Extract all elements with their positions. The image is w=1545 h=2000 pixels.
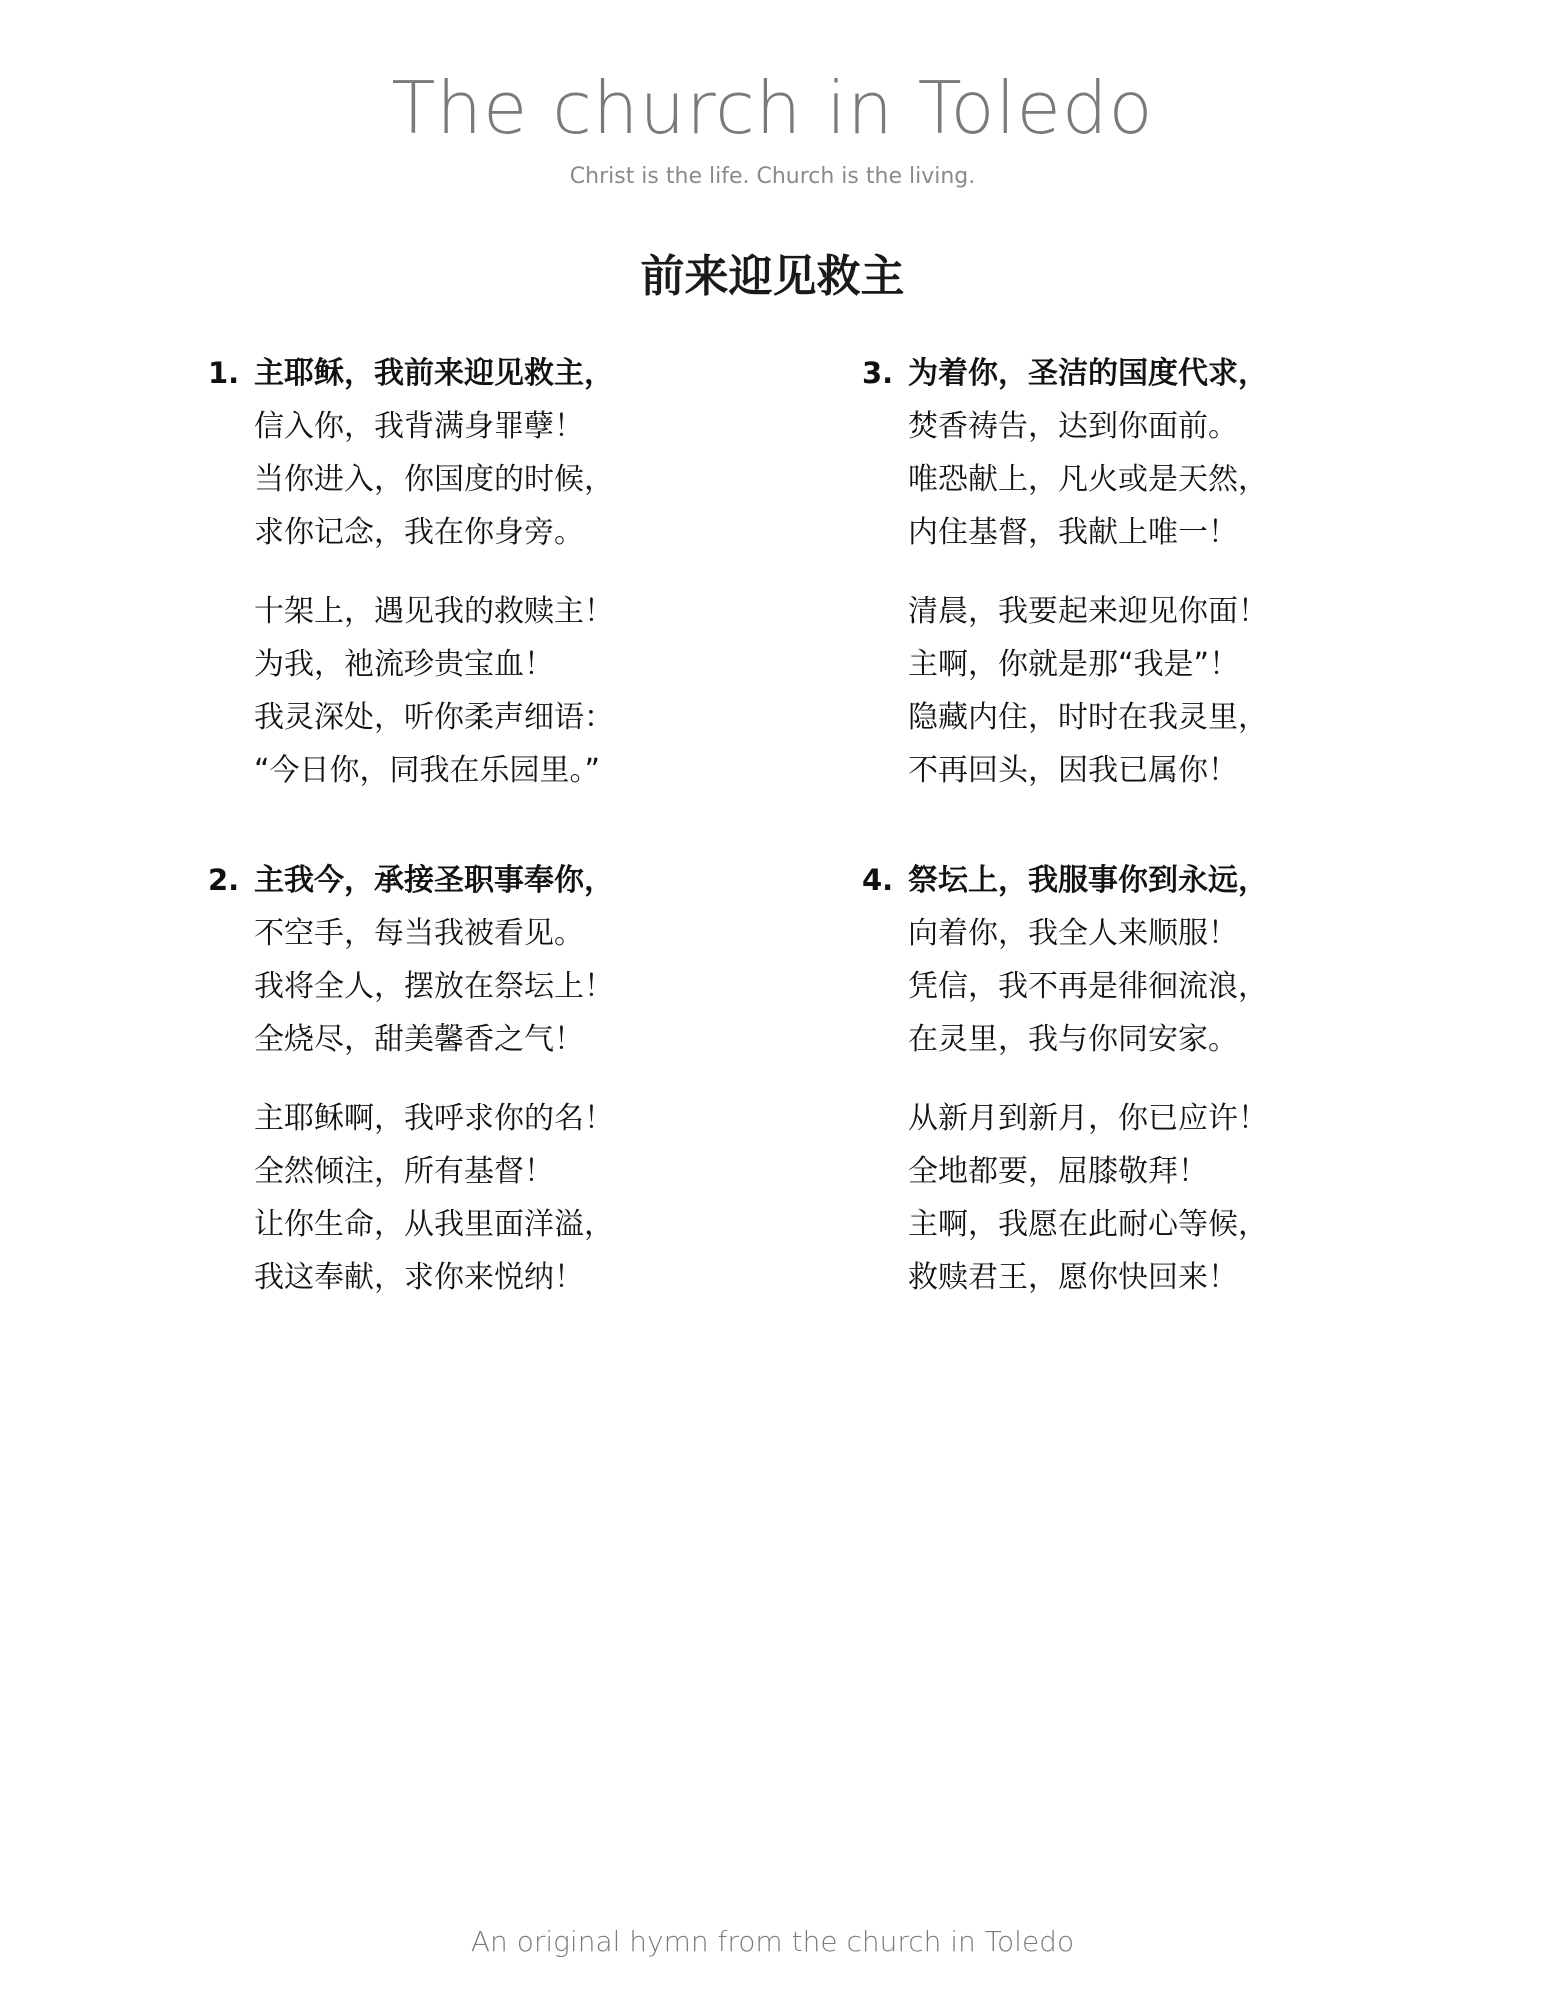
verse-line: 求你记念，我在你身旁。 xyxy=(254,515,584,550)
verse-line: 唯恐献上，凡火或是天然， xyxy=(908,462,1268,497)
verse-line: 主耶稣，我前来迎见救主， xyxy=(254,356,614,391)
chorus-line: 为我，祂流珍贵宝血！ xyxy=(254,647,554,682)
stanza-lines xyxy=(254,854,774,1304)
stanza-number: 1. xyxy=(208,356,240,390)
verse-line: 主我今，承接圣职事奉你， xyxy=(254,863,614,898)
chorus-line: 十架上，遇见我的救赎主！ xyxy=(254,594,614,629)
verse-line: 我将全人，摆放在祭坛上！ xyxy=(254,969,614,1004)
stanza-3 xyxy=(862,347,1422,807)
verse-line: 为着你，圣洁的国度代求， xyxy=(908,356,1268,391)
chorus-line: 从新月到新月，你已应许！ xyxy=(908,1101,1268,1136)
stanza-1 xyxy=(208,347,768,807)
verse-line: 凭信，我不再是徘徊流浪， xyxy=(908,969,1268,1004)
verse-line: 祭坛上，我服事你到永远， xyxy=(908,863,1268,898)
chorus-line: 不再回头，因我已属你！ xyxy=(908,753,1238,788)
chorus-line: 清晨，我要起来迎见你面！ xyxy=(908,594,1268,629)
chorus-line: 我灵深处，听你柔声细语： xyxy=(254,700,614,735)
footer-text: An original hymn from the church in Toledo xyxy=(470,1925,1075,1958)
chorus-line: “今日你，同我在乐园里。” xyxy=(254,753,601,788)
verse-line: 当你进入，你国度的时候， xyxy=(254,462,614,497)
chorus-line: 主啊，我愿在此耐心等候， xyxy=(908,1207,1268,1242)
chorus-line: 救赎君王，愿你快回来！ xyxy=(908,1260,1238,1295)
hymn-title: 前来迎见救主 xyxy=(640,251,905,302)
chorus-line: 主耶稣啊，我呼求你的名！ xyxy=(254,1101,614,1136)
stanza-lines xyxy=(908,347,1428,797)
stanza-number: 3. xyxy=(862,356,894,390)
chorus-line: 隐藏内住，时时在我灵里， xyxy=(908,700,1268,735)
chorus xyxy=(908,585,1428,797)
chorus-line: 主啊，你就是那“我是”！ xyxy=(908,647,1240,682)
verse-line: 不空手，每当我被看见。 xyxy=(254,916,584,951)
verse-line: 全烧尽，甜美馨香之气！ xyxy=(254,1022,584,1057)
verse-line: 内住基督，我献上唯一！ xyxy=(908,515,1238,550)
chorus-line: 我这奉献，求你来悦纳！ xyxy=(254,1260,584,1295)
chorus xyxy=(908,1092,1428,1304)
chorus xyxy=(254,1092,774,1304)
chorus-line: 全然倾注，所有基督！ xyxy=(254,1154,554,1189)
chorus-line: 全地都要，屈膝敬拜！ xyxy=(908,1154,1208,1189)
site-tagline: Christ is the life. Church is the living. xyxy=(569,164,976,189)
chorus-line: 让你生命，从我里面洋溢， xyxy=(254,1207,614,1242)
chorus xyxy=(254,585,774,797)
stanza-2 xyxy=(208,854,768,1314)
verse-line: 焚香祷告，达到你面前。 xyxy=(908,409,1238,444)
verse-line: 向着你，我全人来顺服！ xyxy=(908,916,1238,951)
site-title: The church in Toledo xyxy=(391,66,1154,150)
stanza-4 xyxy=(862,854,1422,1314)
stanza-lines xyxy=(254,347,774,797)
stanza-number: 2. xyxy=(208,863,240,897)
verse-line: 在灵里，我与你同安家。 xyxy=(908,1022,1238,1057)
stanza-lines xyxy=(908,854,1428,1304)
verse-line: 信入你，我背满身罪孽！ xyxy=(254,409,584,444)
stanza-number: 4. xyxy=(862,863,894,897)
